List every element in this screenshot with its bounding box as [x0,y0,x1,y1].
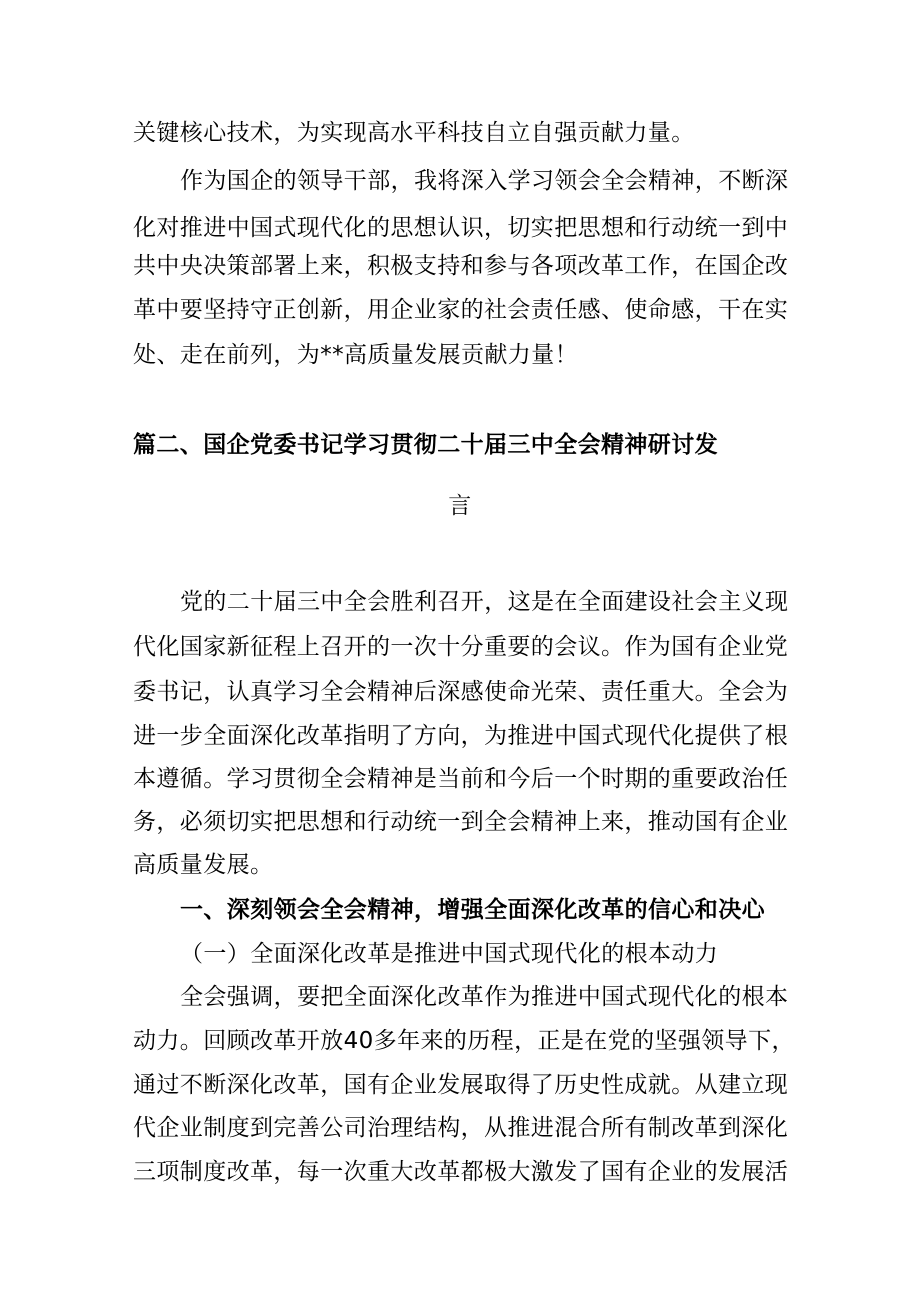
paragraph-line: 作为国企的领导干部，我将深入学习领会全会精神，不断深 [180,168,789,194]
paragraph-line: 党的二十届三中全会胜利召开，这是在全面建设社会主义现 [180,589,789,615]
section-heading: 一、深刻领会全会精神，增强全面深化改革的信心和决心 [180,897,765,923]
paragraph-line: 通过不断深化改革，国有企业发展取得了历史性成就。从建立现 [133,1072,789,1098]
paragraph-line: 革中要坚持守正创新，用企业家的社会责任感、使命感，干在实 [133,297,789,323]
paragraph-line: 本遵循。学习贯彻全会精神是当前和今后一个时期的重要政治任 [133,766,789,792]
paragraph-line: 全会强调，要把全面深化改革作为推进中国式现代化的根本 [180,984,789,1010]
paragraph-line: 化对推进中国式现代化的思想认识，切实把思想和行动统一到中 [133,215,789,241]
paragraph-line: 共中央决策部署上来，积极支持和参与各项改革工作，在国企改 [133,253,789,279]
paragraph-line: 代化国家新征程上召开的一次十分重要的会议。作为国有企业党 [133,634,789,660]
paragraph-line: 处、走在前列，为**高质量发展贡献力量！ [133,342,578,368]
paragraph-line: 进一步全面深化改革指明了方向，为推进中国式现代化提供了根 [133,723,789,749]
paragraph-line: 关键核心技术，为实现高水平科技自立自强贡献力量。 [133,120,695,146]
paragraph-line: 委书记，认真学习全会精神后深感使命光荣、责任重大。全会为 [133,679,789,705]
paragraph-line: 高质量发展。 [133,852,274,878]
section-title-continuation: 言 [448,493,472,519]
paragraph-line: 动力。回顾改革开放40多年来的历程，正是在党的坚强领导下， [133,1028,795,1054]
paragraph-line: 三项制度改革，每一次重大改革都极大激发了国有企业的发展活 [133,1159,789,1185]
subsection-heading: （一）全面深化改革是推进中国式现代化的根本动力 [180,941,719,967]
section-title: 篇二、国企党委书记学习贯彻二十届三中全会精神研讨发 [133,432,718,458]
paragraph-line: 务，必须切实把思想和行动统一到全会精神上来，推动国有企业 [133,809,789,835]
paragraph-line: 代企业制度到完善公司治理结构，从推进混合所有制改革到深化 [133,1115,789,1141]
